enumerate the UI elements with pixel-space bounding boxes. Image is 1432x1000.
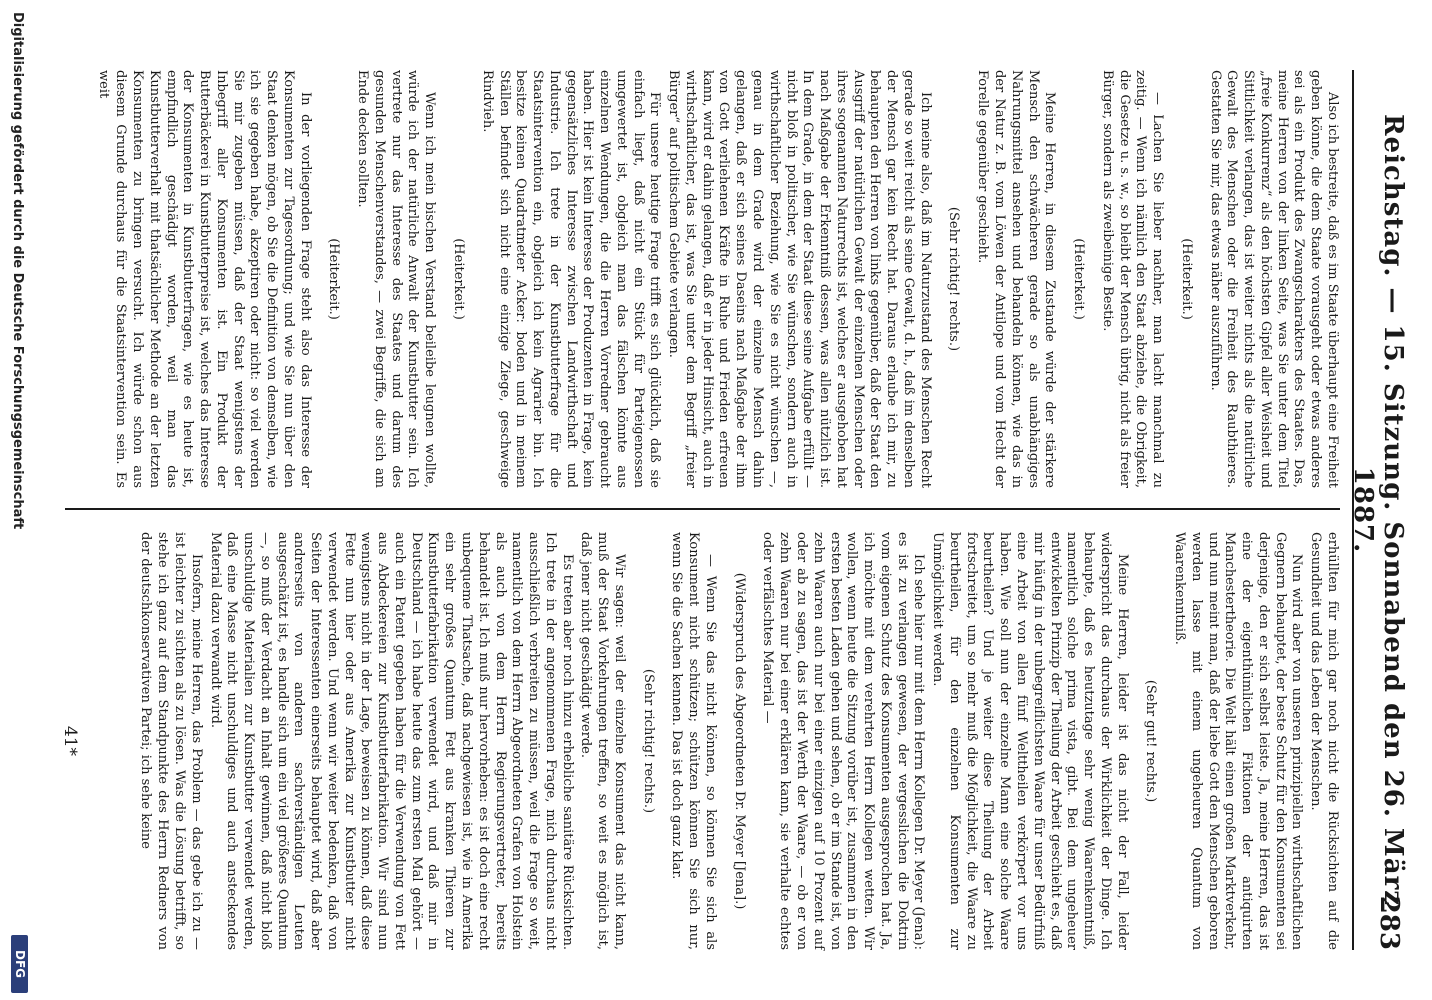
paragraph: Es treten aber noch hinzu erhebliche sanitäre Rücksichten. Ich trete in der angenommenen Frage, mich durchaus nicht ausschließlich verbreiten zu müssen, weil die Frage so weit, namentlich von dem Herrn Abgeordneten Grafen von Holstein als auch von dem Herrn Regierungsvertreter, bereits behandelt ist. Ich muß nur hervorheben: es ist doch eine recht unbequeme Thatsache, daß nachgewiesen ist, wie in Amerika ein sehr großes Quantum Fett aus kranken Thieren zur Kunstbutterfabrikation verwendet wird, und daß mir in Deutschland — ich habe heute das zum ersten Mal gehört — auch ein Patent gegeben haben für die Verwendung von Fett aus Abdeckereien zur Kunstbutterfabrikation. Wir sind nun wenigstens nicht in der Lage, beweisen zu können, daß diese Fette nun hier oder aus Amerika zur Kunstbutter nicht verwendet werden. Und wenn wir weiter bedenken, daß von Seiten der Interessenten einerseits behauptet wird, daß aber andrerseits von anderen sachverständigen Leuten ausgeschätzt ist, es handle sich um ein viel größeres Quantum —, so muß der Verdacht an Inhalt gewinnen, daß nicht bloß unschuldige Materialien zur Kunstbutter verwendet werden, daß eine Masse nicht unschuldiges und auch ansteckendes Material dazu verwandt wird.	[207, 532, 575, 950]
interjection: (Heiterkeit.)	[1178, 238, 1194, 320]
paragraph: — Wenn Sie das nicht können, so können Sie sich als Konsument nicht schützen; schützen können Sie sich nur, wenn Sie die Sachen kennen. Das ist doch ganz klar.	[669, 532, 718, 950]
interjection: (Sehr richtig! rechts.)	[946, 206, 962, 352]
digitization-footer	[3, 0, 37, 1000]
paragraph: Meine Herren, in diesem Zustande würde der stärkere Mensch den schwächeren gerade so als unabhängiges Nahrungsmittel ansehen und behandeln können, wie das in der Natur z. B. vom Löwen der Antilope und vom Hecht der Forelle gegenüber geschieht.	[975, 70, 1058, 488]
paragraph: — Lachen Sie lieber nachher, man lacht manchmal zu zeitig. — Wenn ich nämlich den Staat abziehe, die Obrigkeit, die Gesetze u. s. w., so bleibt der Mensch übrig, nicht als freier Bürger, sondern als zweibeinige Bestie.	[1099, 70, 1166, 488]
left-column	[93, 70, 1340, 488]
paragraph: Ich meine also, daß im Naturzustand des Menschen Recht gerade so weit reicht als seine Gewalt, d. h., daß im denselben der Mensch gar kein Recht hat. Daraus erlaube ich mir, zu behaupten den Herren von links gegenüber, daß der Staat den Ausgriff der natürlichen Gewalt der einzelnen Menschen oder ihres sogenannten Naturrechts ist, welches er ausgehoben hat nach Maßgabe der Erkenntniß dessen, was allen nützlich ist. In dem Grade, in dem der Staat diese seine Aufgabe erfüllt — nicht bloß in politischer, wie Sie wünschen, sondern auch in wirthschaftlicher Beziehung, wie Sie es nicht wünschen —, genau in dem Grade wird der einzelne Mensch dahin gelangen, daß er sich seines Daseins nach Maßgabe der ihm von Gott verliehenen Kräfte in Ruhe und Frieden erfreuen kann, wird er dahin gelangen, daß er in jeder Hinsicht, auch in wirthschaftlicher, das ist, was Sie unter dem Begriff „freier Bürger“ auf politischem Gebiete verlangen.	[666, 70, 933, 488]
interjection: (Sehr gut! rechts.)	[1143, 679, 1159, 803]
column-divider	[65, 508, 1340, 510]
interjection: (Heiterkeit.)	[326, 238, 342, 320]
paragraph: Wenn ich mein bischen Verstand beileibe leugnen wollte, würde ich der natürliche Anwalt der Kunstbutter sein. Ich vertrete nur das Interesse des Staates und darum des gesunden Menschenverstandes, — zwei Begriffe, die sich am Ende decken sollten.	[355, 70, 438, 488]
paragraph: erhüllten für mich gar noch nicht die Rücksichten auf die Gesundheit und das Leben der Menschen.	[1308, 532, 1340, 950]
paragraph: Für unsere heutige Frage trifft es sich glücklich, daß sie einfach liegt, daß nicht ein Stück für Parteigenossen umgewertet ist, obgleich man das fälschen könnte aus einzelnen Wendungen, die die Herren Vorredner gebraucht haben. Hier ist kein Interesse der Produzenten in Frage, kein gegensätzliches Interesse zwischen Landwirthschaft und Industrie. Ich trete in der Kunstbutterfrage für die Staatsintervention ein, obgleich ich kein Agrarier bin. Ich besitze keinen Quadratmeter Acker: boden und in meinem Ställen befindet sich nicht eine einzige Ziege, geschweige Rindvieh.	[479, 70, 663, 488]
interjection: (Sehr richtig! rechts.)	[640, 668, 656, 814]
paragraph: In der vorliegenden Frage steht also das Interesse der Konsumenten zur Tagesordnung; und wie Sie nun über den Staat denken mögen, ob Sie die Definition von demselben, wie ich sie gegeben habe, akzeptiren oder nicht: so viel werden Sie mir zugeben müssen, daß der Staat wenigstens der Inbegriff aller Konsumenten ist. Ein Produkt der Butterbäckerei in Kunstbutterpreise ist, welches das Interesse der Konsumenten in Kunstbutterfragen, wie es heute ist, empfindlich geschädigt worden, weil man das Kunstbutterverhalt mit thatsächlicher Methode an der letzten Konsumenten zu bringen versucht. Ich würde schon aus diesem Grunde durchaus für die Staatsintervention sein. Es weit	[96, 70, 313, 488]
page-title: Reichstag. — 15. Sitzung. Sonnabend den 26. März 1887.	[1348, 113, 1408, 907]
page-number: 283	[1374, 895, 1404, 950]
paragraph: Wir sagen: weil der einzelne Konsument das nicht kann, muß der Staat Vorkehrungen treffen, so weit es möglich ist, daß jener nicht geschädigt werde.	[578, 532, 627, 950]
paragraph: Ich sehe hier nur mit dem Herrn Kollegen Dr. Meyer (Jena): es ist zu verlangen gewesen, der vergesslichen die Doktrin vom eigenen Schutz des Konsumenten ausgesprochen hat. Ja, ich möchte mit dem verehrten Herrn Kollegen wetten. Wir wollen, wenn heute die Sitzung vorüber ist, zusammen in den ersten besten Laden gehen und sehen, ob er im Stande ist, von zehn Waaren auch nur bei einer einzigen auf 10 Prozent auf oder ab zu sagen, das ist der Werth der Waare, — ob er von zehn Waaren nur bei einer erklären kann, sie verhalte echtes oder verfälschtes Material —	[760, 532, 927, 950]
paragraph: Insofern, meine Herren, das Problem — das gebe ich zu — ist leichter zu sichten als zu lösen. Was die Lösung betrifft, so stehe ich ganz auf dem Standpunkte des Herrn Redners von der deutschkonservativen Partei; ich sehe keine	[138, 532, 204, 950]
interjection: (Heiterkeit.)	[1071, 238, 1087, 320]
interjection: (Heiterkeit.)	[451, 238, 467, 320]
digitization-notice: Digitalisierung gefördert durch die Deutsche Forschungsgemeinschaft	[10, 12, 25, 530]
paragraph: Also ich bestreite, daß es im Staate überhaupt eine Freiheit geben könne, die dem Staate vorausgeht oder etwas anderes sei als ein Produkt des Zwangscharakters des Staates. Das, meine Herren von der linken Seite, was Sie unter dem Titel „freie Konkurrenz“ als den höchsten Gipfel aller Weisheit und Sittlichkeit verlangen, das ist weiter nichts als die natürliche Gewalt des Menschen oder die Freiheit des Raubthieres. Gestatten Sie mir, das etwas näher auszuführen.	[1207, 70, 1340, 488]
paragraph: Nun wird aber von unseren prinzipiellen wirthschaftlichen Gegnern behauptet, der beste Schutz für den Konsumenten sei derjenige, den er sich selbst leiste. Ja, meine Herren, das ist eine der eigenthümlichen Fiktionen der antiquirten Manchestertheorie. Die Welt hält einen großen Marktverkehr, und nun meint man, daß der liebe Gott den Menschen geboren werden lasse mit einem ungeheuren Quantum von Waarenkenntniß.	[1172, 532, 1305, 950]
interjection: (Widerspruch des Abgeordneten Dr. Meyer [Jena].)	[731, 572, 747, 910]
paragraph: Meine Herren, leider ist das nicht der Fall, leider widerspricht das durchaus der Wirklichkeit der Dinge. Ich behaupte, daß es heutzutage sehr wenig Waarenkenntniß, namentlich solche prima vista, gibt. Bei dem ungeheuer entwickelten Prinzip der Theilung der Arbeit geschieht es, daß mir häufig in der unbegreiflichsten Waare für unser Bedürfniß eine Arbeit von allen fünf Welttheilen verkörpert vor uns haben. Wie soll nun der einzelne Mann eine solche Waare beurtheilen? Und je weiter diese Theilung der Arbeit fortschreitet, um so mehr muß die Möglichkeit, die Waare zu beurtheilen, für den einzelnen Konsumenten zur Unmöglichkeit werden.	[930, 532, 1130, 950]
dfg-logo-icon: DFG	[11, 935, 28, 993]
signature-mark: 41*	[60, 725, 80, 757]
page-header	[1348, 70, 1412, 950]
right-column	[135, 532, 1340, 950]
